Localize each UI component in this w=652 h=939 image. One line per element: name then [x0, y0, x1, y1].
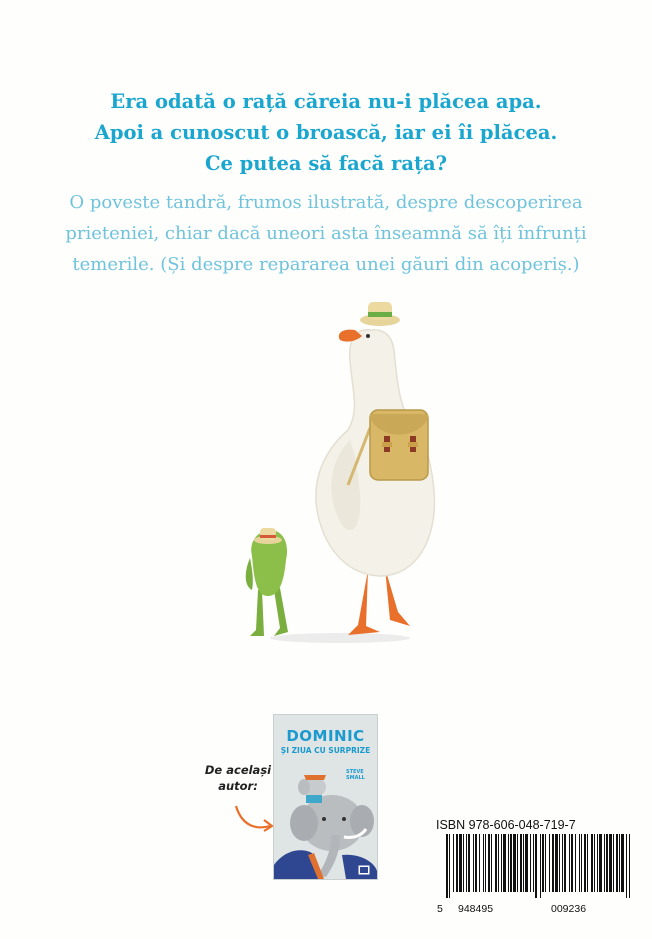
- barcode-bar: [581, 834, 582, 892]
- barcode-bar: [609, 834, 612, 892]
- barcode-bar: [501, 834, 502, 892]
- barcode-bar: [495, 834, 497, 892]
- other-book-author-line-1: STEVE: [346, 769, 364, 775]
- barcode-bar: [530, 834, 531, 892]
- barcode-bar: [587, 834, 588, 892]
- barcode-bar: [468, 834, 470, 892]
- other-book-title: DOMINIC: [286, 727, 365, 745]
- barcode-bar: [485, 834, 486, 892]
- barcode-bar: [523, 834, 524, 892]
- barcode-first-digit: 5: [437, 903, 443, 915]
- description-text: [0, 187, 652, 280]
- barcode-bar: [488, 834, 490, 892]
- barcode-bar: [584, 834, 586, 892]
- barcode-bar: [533, 834, 534, 892]
- description-line-3: temerile. (Și despre repararea unei găuri din acoperiș.): [72, 254, 580, 275]
- barcode-bar: [475, 834, 477, 892]
- barcode-bar: [466, 834, 467, 892]
- description-line-1: O poveste tandră, frumos ilustrată, despre descoperirea: [69, 192, 583, 213]
- barcode-bar: [579, 834, 580, 892]
- barcode-bar: [621, 834, 624, 892]
- barcode-bar: [513, 834, 516, 892]
- barcode-bar: [555, 834, 558, 892]
- barcode-bar: [619, 834, 620, 892]
- barcode-bar: [564, 834, 566, 892]
- barcode-bar: [459, 834, 462, 892]
- barcode-bar: [525, 834, 528, 892]
- barcode-bar: [483, 834, 484, 892]
- other-book-author-line-2: SMALL: [346, 775, 365, 781]
- barcode-bar: [616, 834, 618, 892]
- barcode-bar: [604, 834, 605, 892]
- other-book-subtitle-line-1: ȘI ZIUA CU SURPRIZE: [280, 746, 371, 755]
- same-author-label-line-2: autor:: [218, 779, 258, 793]
- barcode-left-digits: 948495: [458, 903, 494, 915]
- barcode-bar: [510, 834, 512, 892]
- intro-text: [0, 86, 652, 179]
- same-author-label-line-1: De același: [204, 763, 272, 777]
- barcode-bar: [626, 834, 627, 898]
- barcode-bar: [597, 834, 598, 892]
- barcode-bar: [575, 834, 576, 892]
- barcode-bar: [629, 834, 630, 898]
- barcode-bar: [535, 834, 537, 898]
- other-book-subtitle: [274, 746, 377, 755]
- barcode-bar: [517, 834, 518, 892]
- barcode-bar: [473, 834, 474, 892]
- barcode-bar: [549, 834, 550, 892]
- other-book-cover[interactable]: [273, 714, 378, 880]
- barcode-bar: [449, 834, 450, 898]
- same-author-label: [198, 762, 278, 794]
- isbn-label: ISBN 978-606-048-719-7: [436, 818, 576, 832]
- barcode-bar: [453, 834, 454, 892]
- barcode-bar: [542, 834, 544, 892]
- barcode-bar: [613, 834, 614, 892]
- barcode-bar: [599, 834, 602, 892]
- barcode-bar: [456, 834, 458, 892]
- barcode-bar: [503, 834, 506, 892]
- barcode-bar: [463, 834, 464, 892]
- barcode-bar: [491, 834, 492, 892]
- barcode-right-digits: 009236: [551, 903, 587, 915]
- barcode: [446, 834, 630, 898]
- barcode-bar: [508, 834, 509, 892]
- barcode-bar: [562, 834, 563, 892]
- duck-and-frog-illustration: [230, 290, 460, 650]
- intro-line-1: Era odată o rață căreia nu-i plăcea apa.: [110, 90, 542, 113]
- intro-line-2: Apoi a cunoscut o broască, iar ei îi plăcea.: [94, 121, 558, 144]
- barcode-bar: [552, 834, 554, 892]
- barcode-bar: [594, 834, 595, 892]
- barcode-bar: [591, 834, 593, 892]
- barcode-bar: [446, 834, 448, 898]
- barcode-bar: [540, 834, 541, 898]
- other-book-author: [346, 769, 376, 781]
- intro-line-3: Ce putea să facă rața?: [204, 152, 448, 175]
- barcode-bar: [545, 834, 546, 892]
- description-line-2: prieteniei, chiar dacă uneori asta înseamnă să îți înfrunți: [65, 223, 587, 244]
- barcode-bar: [520, 834, 522, 892]
- barcode-bar: [479, 834, 480, 892]
- barcode-bar: [569, 834, 570, 892]
- barcode-bar: [571, 834, 573, 892]
- barcode-bar: [559, 834, 560, 892]
- barcode-bar: [498, 834, 499, 892]
- barcode-bar: [606, 834, 608, 892]
